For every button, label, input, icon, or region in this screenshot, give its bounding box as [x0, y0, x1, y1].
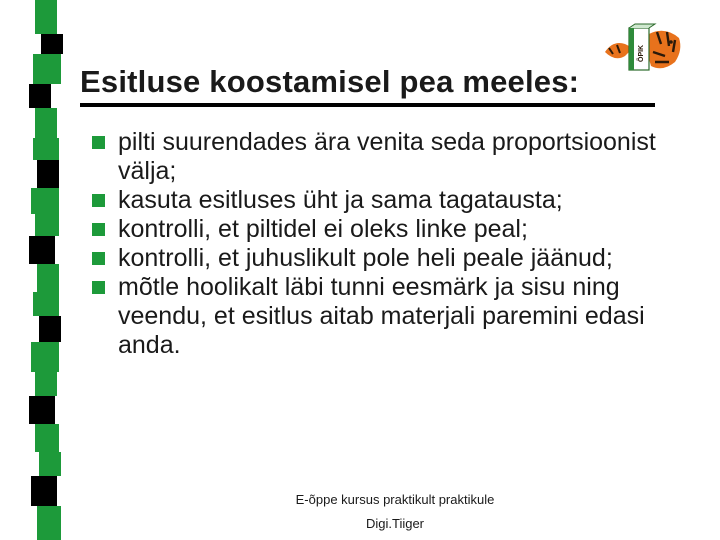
strip-block [37, 264, 59, 292]
strip-block [35, 108, 57, 138]
square-bullet-icon [92, 136, 105, 149]
bullet-text: kontrolli, et piltidel ei oleks linke peal; [118, 215, 528, 243]
strip-block [35, 214, 59, 236]
footer-brand: Digi.Tiiger [365, 516, 425, 531]
bullet-item [92, 215, 702, 244]
bullet-item [92, 128, 702, 186]
strip-block [33, 138, 59, 160]
strip-block [31, 188, 59, 214]
square-bullet-icon [92, 194, 105, 207]
strip-block [35, 372, 57, 396]
book-label: ÕPIK [638, 44, 645, 62]
bullet-item [92, 244, 702, 273]
bullet-item [92, 273, 702, 360]
strip-block [41, 34, 63, 54]
bullet-text: mõtle hoolikalt läbi tunni eesmärk ja sisu ning veendu, et esitlus aitab materjali paremini edasi anda. [118, 273, 645, 359]
decorative-side-strip [27, 0, 67, 540]
bullet-text: pilti suurendades ära venita seda proportsioonist välja; [118, 128, 656, 185]
square-bullet-icon [92, 252, 105, 265]
footer-course: E-õppe kursus praktikult praktikule [295, 492, 495, 507]
bullet-text: kasuta esitluses üht ja sama tagatausta; [118, 186, 563, 214]
tiger-book-logo [603, 22, 683, 74]
strip-block [39, 452, 61, 476]
square-bullet-icon [92, 223, 105, 236]
title-underline [80, 103, 655, 107]
strip-block [35, 0, 57, 34]
bullet-item [92, 186, 702, 215]
strip-block [35, 424, 59, 452]
strip-block [37, 160, 59, 188]
strip-block [31, 342, 59, 372]
slide-title: Esitluse koostamisel pea meeles: [80, 64, 580, 99]
strip-block [29, 84, 51, 108]
bullet-list [92, 128, 702, 360]
strip-block [33, 54, 61, 84]
bullet-text: kontrolli, et juhuslikult pole heli peale jäänud; [118, 244, 613, 272]
strip-block [33, 292, 59, 316]
strip-block [29, 236, 55, 264]
square-bullet-icon [92, 281, 105, 294]
strip-block [29, 396, 55, 424]
strip-block [39, 316, 61, 342]
